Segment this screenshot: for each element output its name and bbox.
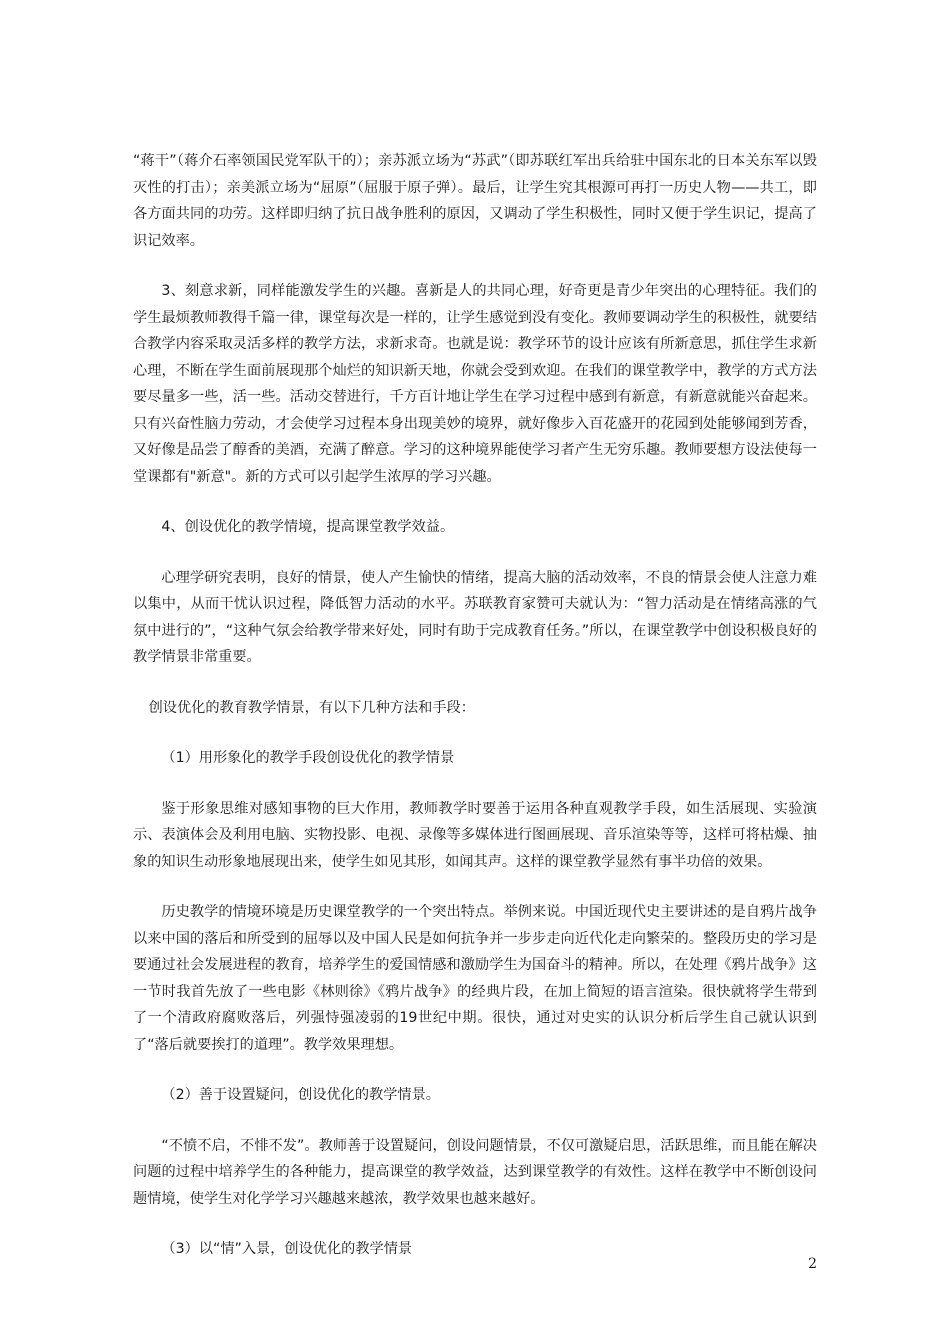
paragraph-1: “蒋干”（蒋介石率领国民党军队干的）；亲苏派立场为“苏武”（即苏联红军出兵给驻中国东北的日本关东军以毁灭性的打击）；亲美派立场为“屈原”（屈服于原子弹）。最后，让学生究其根源可再打一历史人物——共工，即各方面共同的功劳。这样即归纳了抗日战争胜利的原因，又调动了学生积极性，同时又便于学生识记，提高了识记效率。 [133,153,817,249]
paragraph-9: （2）善于设置疑问，创设优化的教学情景。 [161,1087,440,1103]
page-number: 2 [808,1256,817,1272]
paragraph-3: 4、创设优化的教学情境，提高课堂教学效益。 [161,519,455,535]
document-body [133,148,817,1287]
paragraph-11: （3）以“情”入景，创设优化的教学情景 [161,1241,413,1257]
paragraph-5: 创设优化的教育教学情景，有以下几种方法和手段： [148,699,475,716]
paragraph-6: （1）用形象化的教学手段创设优化的教学情景 [161,750,455,766]
paragraph-4: 心理学研究表明，良好的情景，使人产生愉快的情绪，提高大脑的活动效率，不良的情景会使人注意力难以集中，从而干忧认识过程，降低智力活动的水平。苏联教育家赞可夫就认为：“智力活动是在情绪高涨的气氛中进行的”，“这种气氛会给教学带来好处，同时有助于完成教育任务。”所以，在课堂教学中创设积极良好的教学情景非常重要。 [133,569,817,665]
paragraph-2: 3、刻意求新，同样能激发学生的兴趣。喜新是人的共同心理，好奇更是青少年突出的心理特征。我们的学生最烦教师教得千篇一律，课堂每次是一样的，让学生感觉到没有变化。教师要调动学生的积极性，就要结合教学内容采取灵活多样的教学方法，求新求奇。也就是说：教学环节的设计应该有所新意思，抓住学生求新心理，不断在学生面前展现那个灿烂的知识新天地，你就会受到欢迎。在我们的课堂教学中，教学的方式方法要尽量多一些，活一些。活动交替进行，千方百计地让学生在学习过程中感到有新意，有新意就能兴奋起来。只有兴奋性脑力劳动，才会使学习过程本身出现美妙的境界，就好像步入百花盛开的花园到处能够闻到芳香，又好像是品尝了醇香的美酒，充满了醉意。学习的这种境界能使学习者产生无穷乐趣。教师要想方设法使每一堂课都有"新意"。新的方式可以引起学生浓厚的学习兴趣。 [133,283,817,485]
paragraph-8: 历史教学的情境环境是历史课堂教学的一个突出特点。举例来说。中国近现代史主要讲述的是自鸦片战争以来中国的落后和所受到的屈辱以及中国人民是如何抗争并一步步走向近代化走向繁荣的。整段历史的学习是要通过社会发展进程的教育，培养学生的爱国情感和激励学生为国奋斗的精神。所以，在处理《鸦片战争》这一节时我首先放了一些电影《林则徐》《鸦片战争》的经典片段，在加上简短的语言渲染。很快就将学生带到了一个清政府腐败落后，列强恃强凌弱的19世纪中期。很快，通过对史实的认识分析后学生自己就认识到了“落后就要挨打的道理”。教学效果理想。 [133,904,817,1053]
paragraph-7: 鉴于形象思维对感知事物的巨大作用，教师教学时要善于运用各种直观教学手段，如生活展现、实验演示、表演体会及利用电脑、实物投影、电视、录像等多媒体进行图画展现、音乐渲染等等，这样可将枯燥、抽象的知识生动形象地展现出来，使学生如见其形，如闻其声。这样的课堂教学显然有事半功倍的效果。 [133,800,817,870]
paragraph-10: “不愤不启，不悱不发”。教师善于设置疑问，创设问题情景，不仅可激疑启思，活跃思维，而且能在解决问题的过程中培养学生的各种能力，提高课堂的教学效益，达到课堂教学的有效性。这样在教学中不断创设问题情境，使学生对化学学习兴趣越来越浓，教学效果也越来越好。 [133,1137,817,1207]
